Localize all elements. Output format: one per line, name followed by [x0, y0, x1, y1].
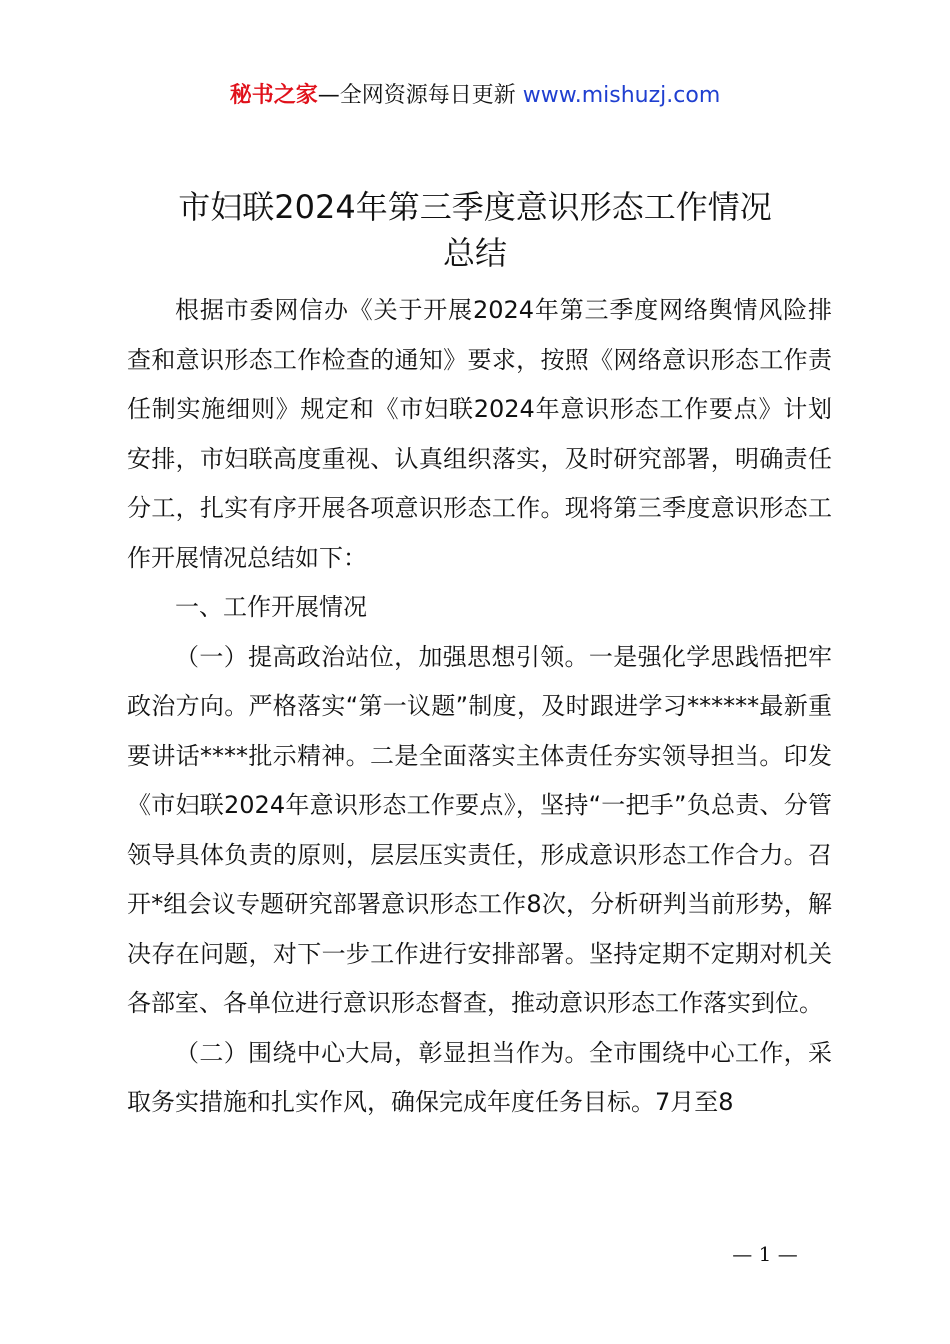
page-number: — 1 —: [732, 1242, 798, 1266]
section-heading: 一、工作开展情况: [175, 593, 367, 621]
body-paragraph-2: （二）围绕中心大局，彰显担当作为。全市围绕中心工作，采取务实措施和扎实作风，确保完成年度任务目标。7月至8: [127, 1038, 832, 1116]
site-brand: 秘书之家: [229, 83, 318, 108]
site-url-link[interactable]: www.mishuzj.com: [522, 83, 721, 108]
title-line-2: 总结: [442, 234, 507, 272]
site-header: [0, 80, 950, 112]
document-title: [110, 184, 840, 276]
intro-paragraph: 根据市委网信办《关于开展2024年第三季度网络舆情风险排查和意识形态工作检查的通知》要求，按照《网络意识形态工作责任制实施细则》规定和《市妇联2024年意识形态工作要点》计划安排，市妇联高度重视、认真组织落实，及时研究部署，明确责任分工，扎实有序开展各项意识形态工作。现将第三季度意识形态工作开展情况总结如下：: [127, 296, 832, 572]
site-tagline: —全网资源每日更新: [317, 83, 516, 108]
body-paragraph-1: （一）提高政治站位，加强思想引领。一是强化学思践悟把牢政治方向。严格落实“第一议题”制度，及时跟进学习******最新重要讲话****批示精神。二是全面落实主体责任夯实领导担当。印发《市妇联2024年意识形态工作要点》，坚持“一把手”负总责、分管领导具体负责的原则，层层压实责任，形成意识形态工作合力。召开*组会议专题研究部署意识形态工作8次，分析研判当前形势，解决存在问题，对下一步工作进行安排部署。坚持定期不定期对机关各部室、各单位进行意识形态督查，推动意识形态工作落实到位。: [127, 642, 832, 1017]
title-line-1: 市妇联2024年第三季度意识形态工作情况: [178, 188, 772, 226]
document-body: [127, 286, 832, 1128]
